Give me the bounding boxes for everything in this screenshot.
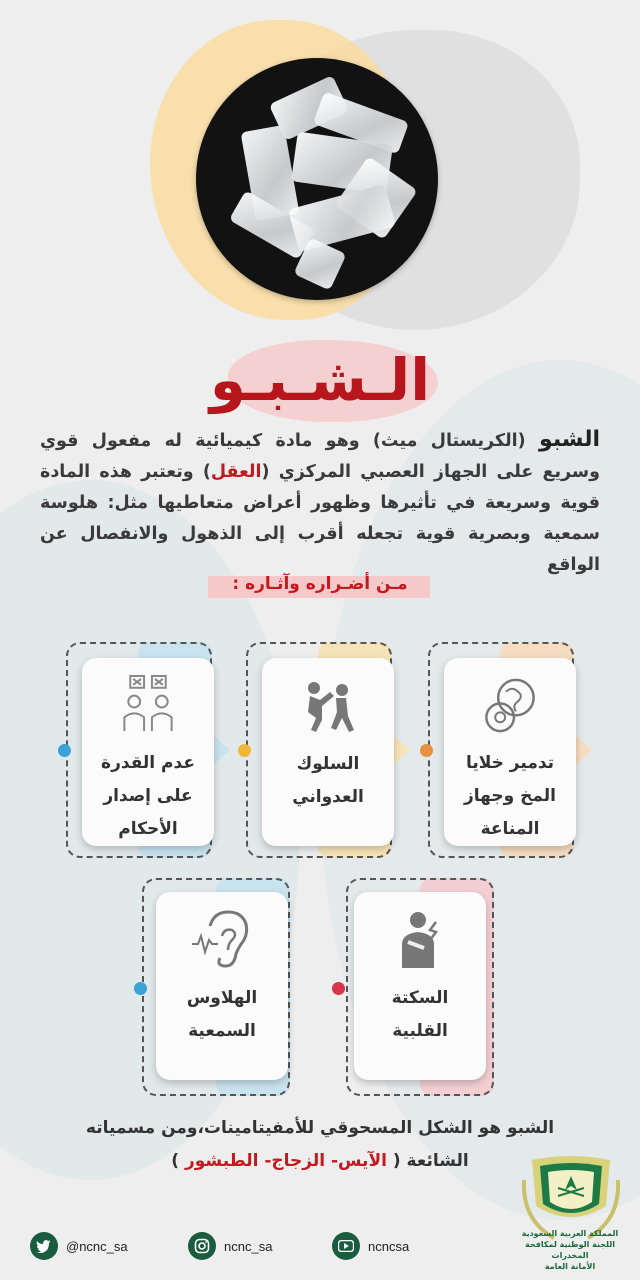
intro-text: (الكريستال ميث) وهو مادة كيميائية له مفعول قوي وسريع على الجهاز العصبي المركزي ( (40, 431, 600, 482)
harm-card-judgment (82, 658, 214, 846)
social-twitter[interactable] (30, 1232, 128, 1260)
intro-lead: الشبو (539, 427, 600, 452)
harm-card-hallucination (156, 892, 288, 1080)
social-handle: ncnc_sa (224, 1238, 273, 1254)
harm-card-label: السكتة القلبية (391, 988, 449, 1041)
card-bullet (332, 982, 345, 995)
brain-icon (478, 674, 542, 737)
card-arrow (574, 734, 592, 766)
harm-card-stroke (354, 892, 486, 1080)
harm-card-violence (262, 658, 394, 846)
twitter-icon (30, 1232, 58, 1260)
harm-card-label: الهلاوس السمعية (186, 988, 258, 1041)
harm-card-label: تدمير خلايا المخ وجهاز المناعة (464, 753, 556, 839)
social-youtube[interactable] (332, 1232, 409, 1260)
harm-card-brain (444, 658, 576, 846)
card-arrow (392, 734, 410, 766)
crystal-meth-photo (196, 58, 438, 300)
intro-paragraph (40, 424, 600, 581)
ear-icon (190, 908, 254, 972)
intro-highlight: العقل (210, 462, 262, 482)
card-bullet (58, 744, 71, 757)
social-handle: ncncsa (368, 1238, 410, 1254)
page-title: الـشـبـو (209, 346, 431, 414)
youtube-icon (332, 1232, 360, 1260)
harms-title: مـن أضـراره وآثـاره : (232, 574, 408, 594)
harm-card-label: عدم القدرة على إصدار الأحكام (101, 753, 195, 839)
social-instagram[interactable] (188, 1232, 272, 1260)
social-handle: @ncnc_sa (66, 1238, 128, 1254)
logo-caption: المملكة العربية السعودية اللجنة الوطنية لمكافحة المخدرات الأمانة العامة (521, 1229, 619, 1271)
instagram-icon (188, 1232, 216, 1260)
heart-pain-icon (388, 908, 452, 972)
footer-line: الشائعة ( الآيس- الزجاج- الطبشور ) (171, 1151, 469, 1171)
common-names: الآيس- الزجاج- الطبشور (184, 1151, 387, 1171)
intro-text: ) وتعتبر هذه المادة قوية وسريعة في تأثيرها وظهور أعراض متعاطيها مثل: هلوسة سمعية وبصرية قوية تجعله أقرب إلى الذهول والانفصال عن الواقع (40, 462, 600, 575)
card-bullet (420, 744, 433, 757)
harm-card-label: السلوك العدواني (292, 754, 364, 807)
decision-icon (116, 674, 180, 737)
footer-line: الشبو هو الشكل المسحوقي للأمفيتامينات،ومن مسمياته (85, 1118, 555, 1138)
card-bullet (134, 982, 147, 995)
card-arrow (212, 734, 230, 766)
footer-note (40, 1112, 600, 1178)
fighting-icon (296, 674, 360, 738)
card-bullet (238, 744, 251, 757)
